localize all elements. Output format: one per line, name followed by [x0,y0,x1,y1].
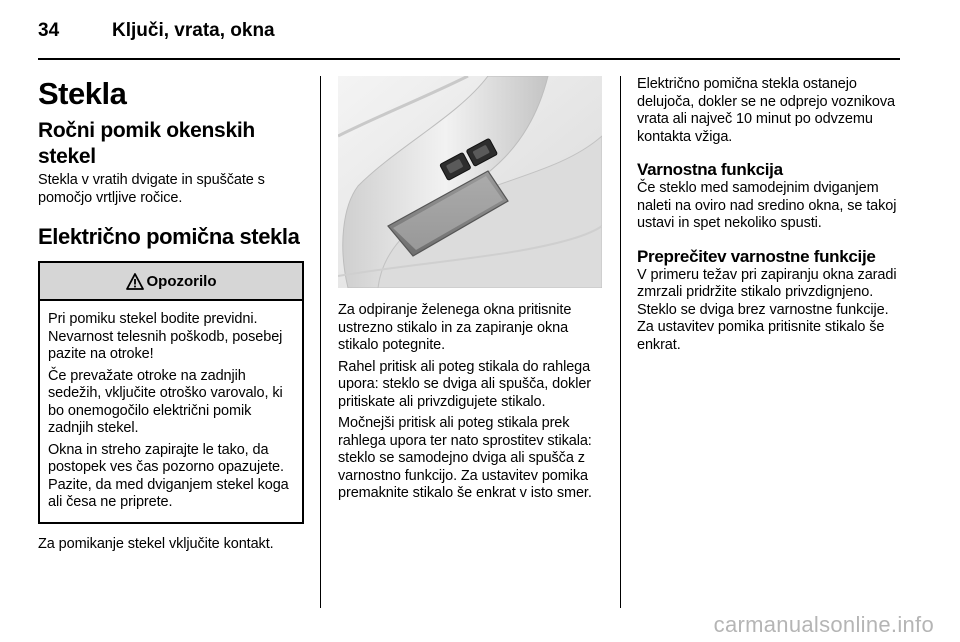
safety-function-heading: Varnostna funkcija [637,160,783,179]
warning-box [38,261,304,524]
ignition-note: Za pomikanje stekel vključite kontakt. [38,535,274,552]
warning-paragraph-1: Pri pomiku stekel bodite previdni. Nevarnost telesnih poškodb, posebej pazite na otroke! [48,311,283,362]
window-switch-illustration [338,76,602,288]
door-panel-drawing [338,76,602,288]
page-number: 34 [38,20,60,41]
windows-operational-note: Električno pomična stekla ostanejo delujoča, dokler se ne odprejo voznikova vrata ali največ 10 minut po odvzemu kontakta vžiga. [637,76,895,145]
chapter-title: Ključi, vrata, okna [112,20,275,41]
override-safety-text: V primeru težav pri zapiranju okna zaradi zmrzali pridržite stikalo privzdignjeno. Steklo se dviga brez varnostne funkcije. Za ustavitev pomika pritisnite stikalo še enkrat. [637,266,897,353]
column-divider-2 [620,76,621,608]
warning-label: Opozorilo [146,272,217,290]
watermark: carmanualsonline.info [713,612,934,637]
warning-paragraph-3: Okna in streho zapirajte le tako, da postopek ves čas pozorno opazujete. Pazite, da med dviganjem stekel koga ali česa ne priprete. [48,441,289,510]
section-title: Stekla [38,76,127,111]
column-middle [338,76,602,503]
override-safety-heading: Preprečitev varnostne funkcije [637,246,876,266]
switch-instructions-1: Za odpiranje želenega okna pritisnite ustrezno stikalo in za zapiranje okna stikalo potegnite. [338,302,572,353]
column-right [637,70,902,354]
safety-function-text: Če steklo med samodejnim dviganjem naleti na oviro nad sredino okna, se takoj ustavi in spet nekoliko spusti. [637,180,897,231]
header-divider [38,58,900,60]
page-header [38,20,900,60]
manual-windows-heading: Ročni pomik okenskih stekel [38,119,255,168]
warning-header [40,263,302,301]
warning-body [40,301,302,522]
electric-windows-heading: Električno pomična stekla [38,224,300,249]
column-divider-1 [320,76,321,608]
warning-paragraph-2: Če prevažate otroke na zadnjih sedežih, vključite otroško varovalo, ki bo onemogočilo električni pomik zadnjih stekel. [48,367,283,436]
switch-instructions-3: Močnejši pritisk ali poteg stikala prek rahlega upora ter nato sprostitev stikala: steklo se samodejno dviga ali spušča z varnostno funkcijo. Za ustavitev pomika premaknite stikalo še enkrat v isto smer. [338,415,592,501]
manual-windows-text: Stekla v vratih dvigate in spuščate s pomočjo vrtljive ročice. [38,172,265,206]
column-left [38,70,304,553]
switch-instructions-2: Rahel pritisk ali poteg stikala do rahlega upora: steklo se dviga ali spušča, dokler pritiskate ali privzdigujete stikalo. [338,358,592,410]
warning-triangle-icon [126,273,144,290]
